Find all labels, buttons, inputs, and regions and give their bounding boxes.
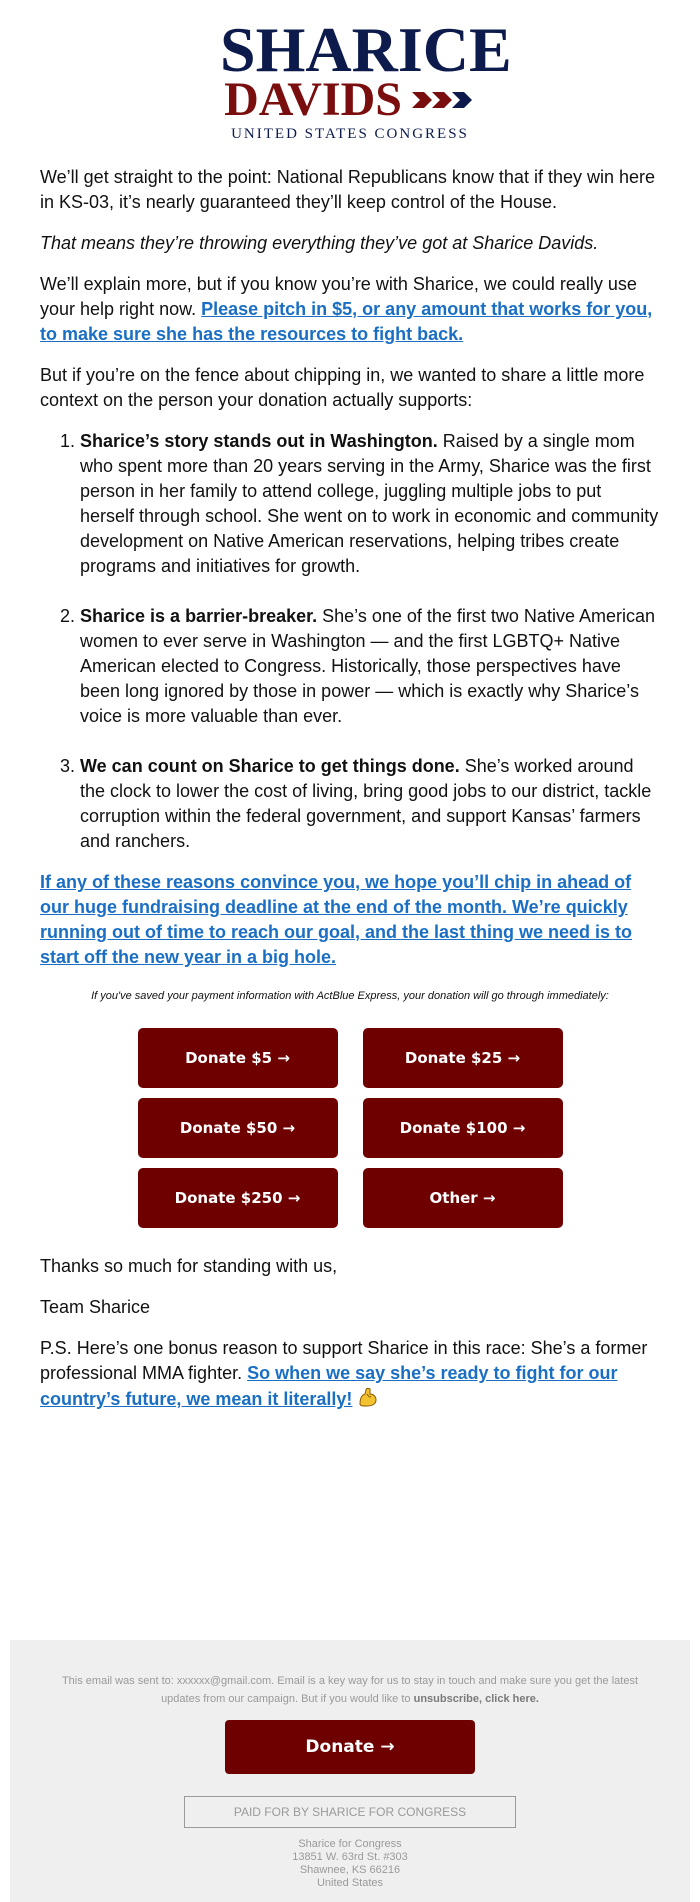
list-item <box>80 429 660 579</box>
chevrons-icon <box>412 90 476 110</box>
italic-paragraph: That means they’re throwing everything they’ve got at Sharice Davids. <box>40 233 599 253</box>
ask-paragraph <box>40 272 660 347</box>
donate-250-button[interactable]: Donate $250 → <box>138 1168 338 1228</box>
thanks-text: Thanks so much for standing with us, <box>40 1256 338 1276</box>
address-line: Shawnee, KS 66216 <box>299 1864 401 1876</box>
reason-heading: Sharice is a barrier-breaker. <box>80 606 318 626</box>
footer-donate-button[interactable]: Donate → <box>225 1720 475 1774</box>
ps-text: P.S. Here’s one bonus reason to support Sharice in this race: She’s a former professional MMA fighter. <box>40 1338 648 1383</box>
context-paragraph: But if you’re on the fence about chipping in, we wanted to share a little more context on the person your donation actually supports: <box>40 365 645 410</box>
donate-button-grid <box>40 1028 660 1228</box>
fight-link[interactable]: So when we say she’s ready to fight for our country’s future, we mean it literally! <box>40 1363 618 1409</box>
unsubscribe-link[interactable]: unsubscribe, click here. <box>413 1693 539 1705</box>
pitch-in-link[interactable]: Please pitch in $5, or any amount that works for you, to make sure she has the resources to fight back. <box>40 299 653 344</box>
donate-25-button[interactable]: Donate $25 → <box>363 1028 563 1088</box>
flexed-biceps-icon <box>357 1386 379 1415</box>
campaign-logo <box>220 14 512 143</box>
sent-to-text: This email was sent to: xxxxxx@gmail.com. Email is a key way for us to stay in touch and make sure you get the latest updates from our campaign. But if you would like to <box>61 1675 639 1705</box>
list-item <box>80 604 660 729</box>
logo-first-name: SHARICE <box>220 14 512 85</box>
email-footer <box>10 1640 690 1902</box>
mailing-address <box>10 1838 690 1890</box>
cta-paragraph <box>40 870 660 970</box>
deadline-link[interactable]: If any of these reasons convince you, we hope you’ll chip in ahead of our huge fundraising deadline at the end of the month. We’re quickly running out of time to reach our goal, and the last thing we need is to start off the new year in a big hole. <box>40 872 633 967</box>
donate-5-button[interactable]: Donate $5 → <box>138 1028 338 1088</box>
logo-last-name: DAVIDS <box>224 73 402 126</box>
donate-50-button[interactable]: Donate $50 → <box>138 1098 338 1158</box>
donate-100-button[interactable]: Donate $100 → <box>363 1098 563 1158</box>
reasons-list <box>40 429 660 854</box>
signoff-text: Team Sharice <box>40 1297 151 1317</box>
ps-paragraph <box>40 1336 660 1415</box>
donate-other-button[interactable]: Other → <box>363 1168 563 1228</box>
ask-text: We’ll explain more, but if you know you’re with Sharice, we could really use your help right now. <box>40 274 637 319</box>
reason-heading: We can count on Sharice to get things done. <box>80 756 460 776</box>
intro-paragraph: We’ll get straight to the point: National Republicans know that if they win here in KS-03, it’s nearly guaranteed they’ll keep control of the House. <box>40 167 656 212</box>
actblue-note: If you've saved your payment information with ActBlue Express, your donation will go through immediately: <box>91 990 609 1002</box>
footer-notice <box>10 1640 690 1708</box>
reason-text: She’s one of the first two Native American women to ever serve in Washington — and the first LGBTQ+ Native American elected to Congress. Historically, those perspectives have been long ignored by those in power — which is exactly why Sharice’s voice is more valuable than ever. <box>80 606 655 726</box>
reason-text: She’s worked around the clock to lower the cost of living, bring good jobs to our district, tackle corruption within the federal government, and support Kansas’ farmers and ranchers. <box>80 756 652 851</box>
address-line: Sharice for Congress <box>298 1838 402 1850</box>
address-line: United States <box>316 1877 384 1889</box>
paid-for-disclaimer: PAID FOR BY SHARICE FOR CONGRESS <box>184 1796 516 1828</box>
address-line: 13851 W. 63rd St. #303 <box>292 1851 408 1863</box>
list-item <box>80 754 660 854</box>
logo-tagline: UNITED STATES CONGRESS <box>231 126 469 142</box>
reason-text: Raised by a single mom who spent more than 20 years serving in the Army, Sharice was the first person in her family to attend college, juggling multiple jobs to put herself through school. She went on to work in economic and community development on Native American reservations, helping tribes create programs and initiatives for growth. <box>80 431 659 576</box>
reason-heading: Sharice’s story stands out in Washington. <box>80 431 438 451</box>
